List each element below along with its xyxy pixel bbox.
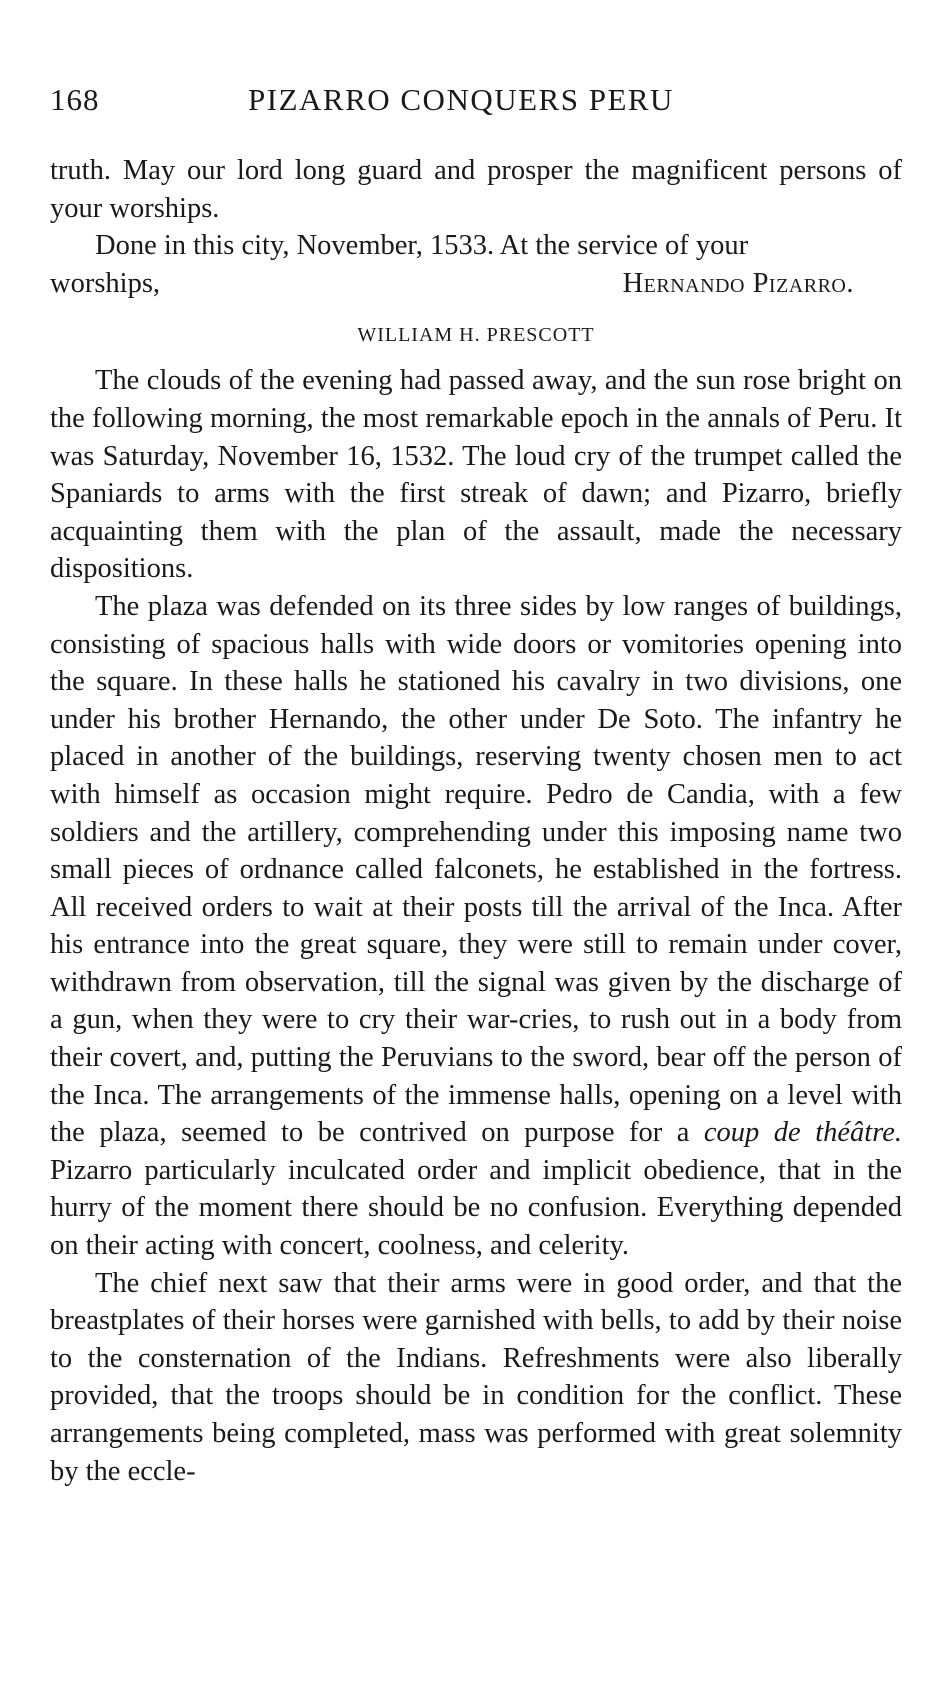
italic-phrase: coup de théâtre. bbox=[703, 1117, 903, 1149]
paragraph-2-text: The plaza was defended on its three sides by low ranges of buildings, consisting of spacious halls with wide doors or vomitories opening into the square. In these halls he stationed his cavalry in two divisions, one under his brother Hernando, the other under De Soto. The infantry he placed in another of the buildings, reserving twenty chosen men to act with himself as occasion might require. Pedro de Candia, with a few soldiers and the artillery, comprehending under this imposing name two small pieces of ordnance called falconets, he established in the fortress. All received orders to wait at their posts till the arrival of the Inca. After his entrance into the great square, they were still to remain under cover, withdrawn from observation, till the signal was given by the discharge of a gun, when they were to cry their war-cries, to rush out in a body from their covert, and, putting the Peruvians to the sword, bear off the person of the Inca. The arrangements of the immense halls, opening on a level with the plaza, seemed to be contrived on purpose for a bbox=[50, 590, 902, 1149]
letter-closing: truth. May our lord long guard and prosper the magnificent persons of your worships. bbox=[50, 155, 902, 224]
paragraph-2 bbox=[50, 588, 902, 1265]
page-header bbox=[50, 82, 900, 122]
section-author: WILLIAM H. PRESCOTT bbox=[357, 324, 595, 347]
body-text bbox=[50, 152, 902, 1490]
page-number: 168 bbox=[50, 82, 100, 117]
letter-signoff bbox=[50, 265, 902, 303]
paragraph-2-tail: Pizarro particularly inculcated order and implicit obedience, that in the hurry of the moment there should be no confusion. Everything depended on their acting with concert, coolness, and celerity. bbox=[50, 1154, 902, 1262]
paragraph-1: The clouds of the evening had passed away, and the sun rose bright on the following morning, the most remarkable epoch in the annals of Peru. It was Saturday, November 16, 1532. The loud cry of the trumpet called the Spaniards to arms with the first streak of dawn; and Pizarro, briefly acquainting them with the plan of the assault, made the necessary dispositions. bbox=[50, 365, 902, 585]
running-head: PIZARRO CONQUERS PERU bbox=[248, 82, 674, 117]
letter-salutation: worships, bbox=[50, 267, 161, 299]
paragraph-3: The chief next saw that their arms were in good order, and that the breastplates of their horses were garnished with bells, to add by their noise to the consternation of the Indians. Refreshments were also liberally provided, that the troops should be in condition for the conflict. These arrangements being completed, mass was performed with great solemnity by the eccle- bbox=[50, 1267, 902, 1487]
letter-dateline: Done in this city, November, 1533. At the service of your bbox=[95, 230, 749, 262]
letter-signature: Hernando Pizarro. bbox=[622, 267, 854, 299]
